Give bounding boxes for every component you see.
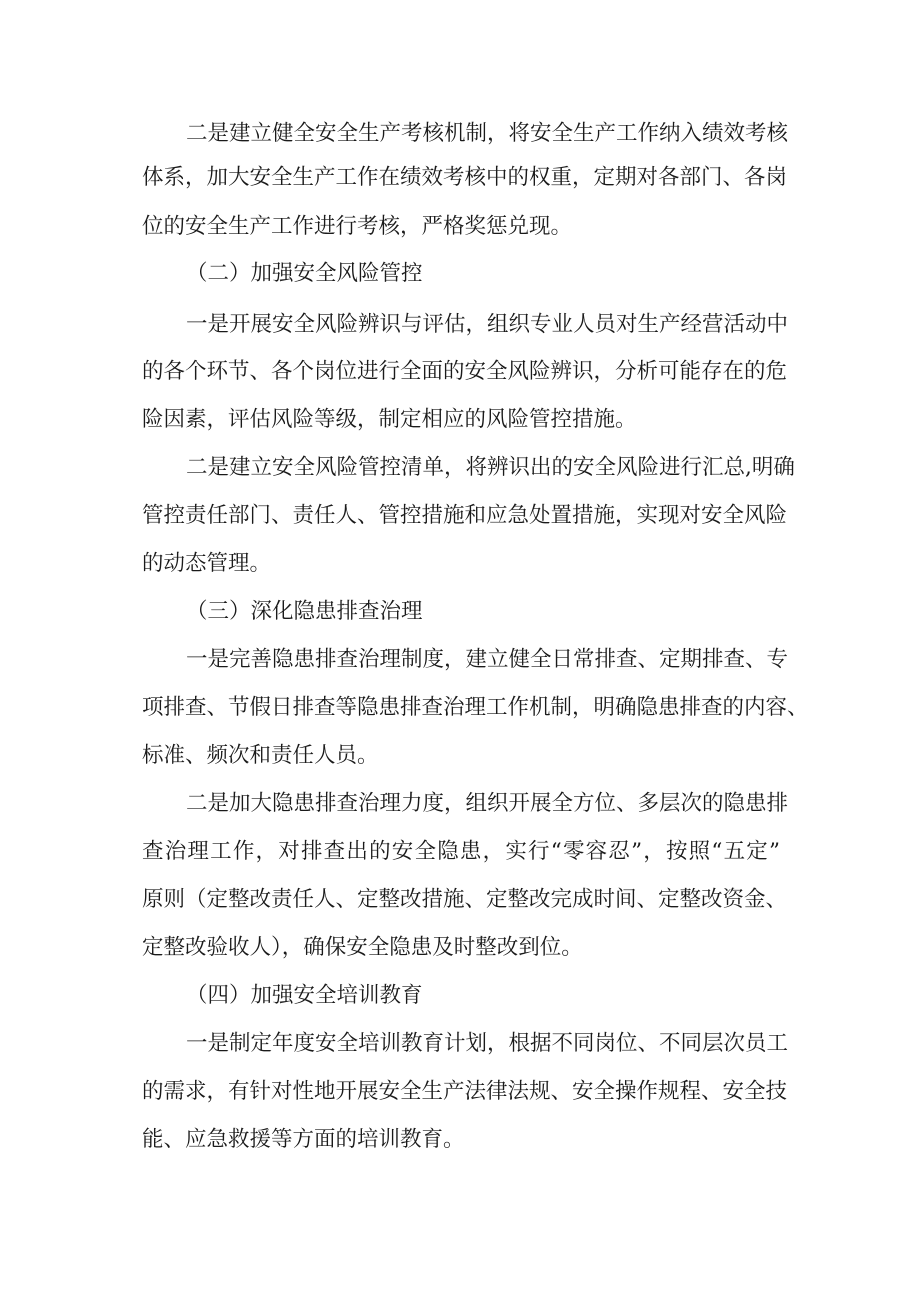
paragraph-line: 一是开展安全风险辨识与评估，组织专业人员对生产经营活动中 — [186, 312, 789, 337]
section-heading: （二）加强安全风险管控 — [186, 261, 423, 286]
paragraph-line: 体系，加大安全生产工作在绩效考核中的权重，定期对各部门、各岗 — [142, 165, 788, 190]
paragraph-line: 能、应急救援等方面的培训教育。 — [142, 1127, 465, 1152]
paragraph-line: 定整改验收人），确保安全隐患及时整改到位。 — [142, 935, 583, 960]
paragraph-line: 二是建立健全安全生产考核机制，将安全生产工作纳入绩效考核 — [186, 121, 789, 146]
paragraph-line: 的需求，有针对性地开展安全生产法律法规、安全操作规程、安全技 — [142, 1079, 788, 1104]
section-heading: （三）深化隐患排查治理 — [186, 599, 423, 624]
section-heading: （四）加强安全培训教育 — [186, 983, 423, 1008]
paragraph-line: 的各个环节、各个岗位进行全面的安全风险辨识，分析可能存在的危 — [142, 359, 788, 384]
paragraph-line: 的动态管理。 — [142, 551, 272, 576]
paragraph-line: 管控责任部门、责任人、管控措施和应急处置措施，实现对安全风险 — [142, 503, 788, 528]
paragraph-line: 二是建立安全风险管控清单，将辨识出的安全风险进行汇总,明确 — [186, 455, 795, 480]
paragraph-line: 查治理工作，对排查出的安全隐患，实行“零容忍”，按照“五定” — [142, 839, 780, 864]
paragraph-line: 原则（定整改责任人、定整改措施、定整改完成时间、定整改资金、 — [142, 887, 788, 912]
paragraph-line: 一是制定年度安全培训教育计划，根据不同岗位、不同层次员工 — [186, 1031, 789, 1056]
paragraph-line: 险因素，评估风险等级，制定相应的风险管控措施。 — [142, 407, 637, 432]
paragraph-line: 一是完善隐患排查治理制度，建立健全日常排查、定期排查、专 — [186, 647, 789, 672]
paragraph-line: 位的安全生产工作进行考核，严格奖惩兑现。 — [142, 214, 573, 239]
paragraph-line: 项排查、节假日排查等隐患排查治理工作机制，明确隐患排查的内容、 — [142, 695, 809, 720]
paragraph-line: 二是加大隐患排查治理力度，组织开展全方位、多层次的隐患排 — [186, 791, 789, 816]
paragraph-line: 标准、频次和责任人员。 — [142, 743, 379, 768]
